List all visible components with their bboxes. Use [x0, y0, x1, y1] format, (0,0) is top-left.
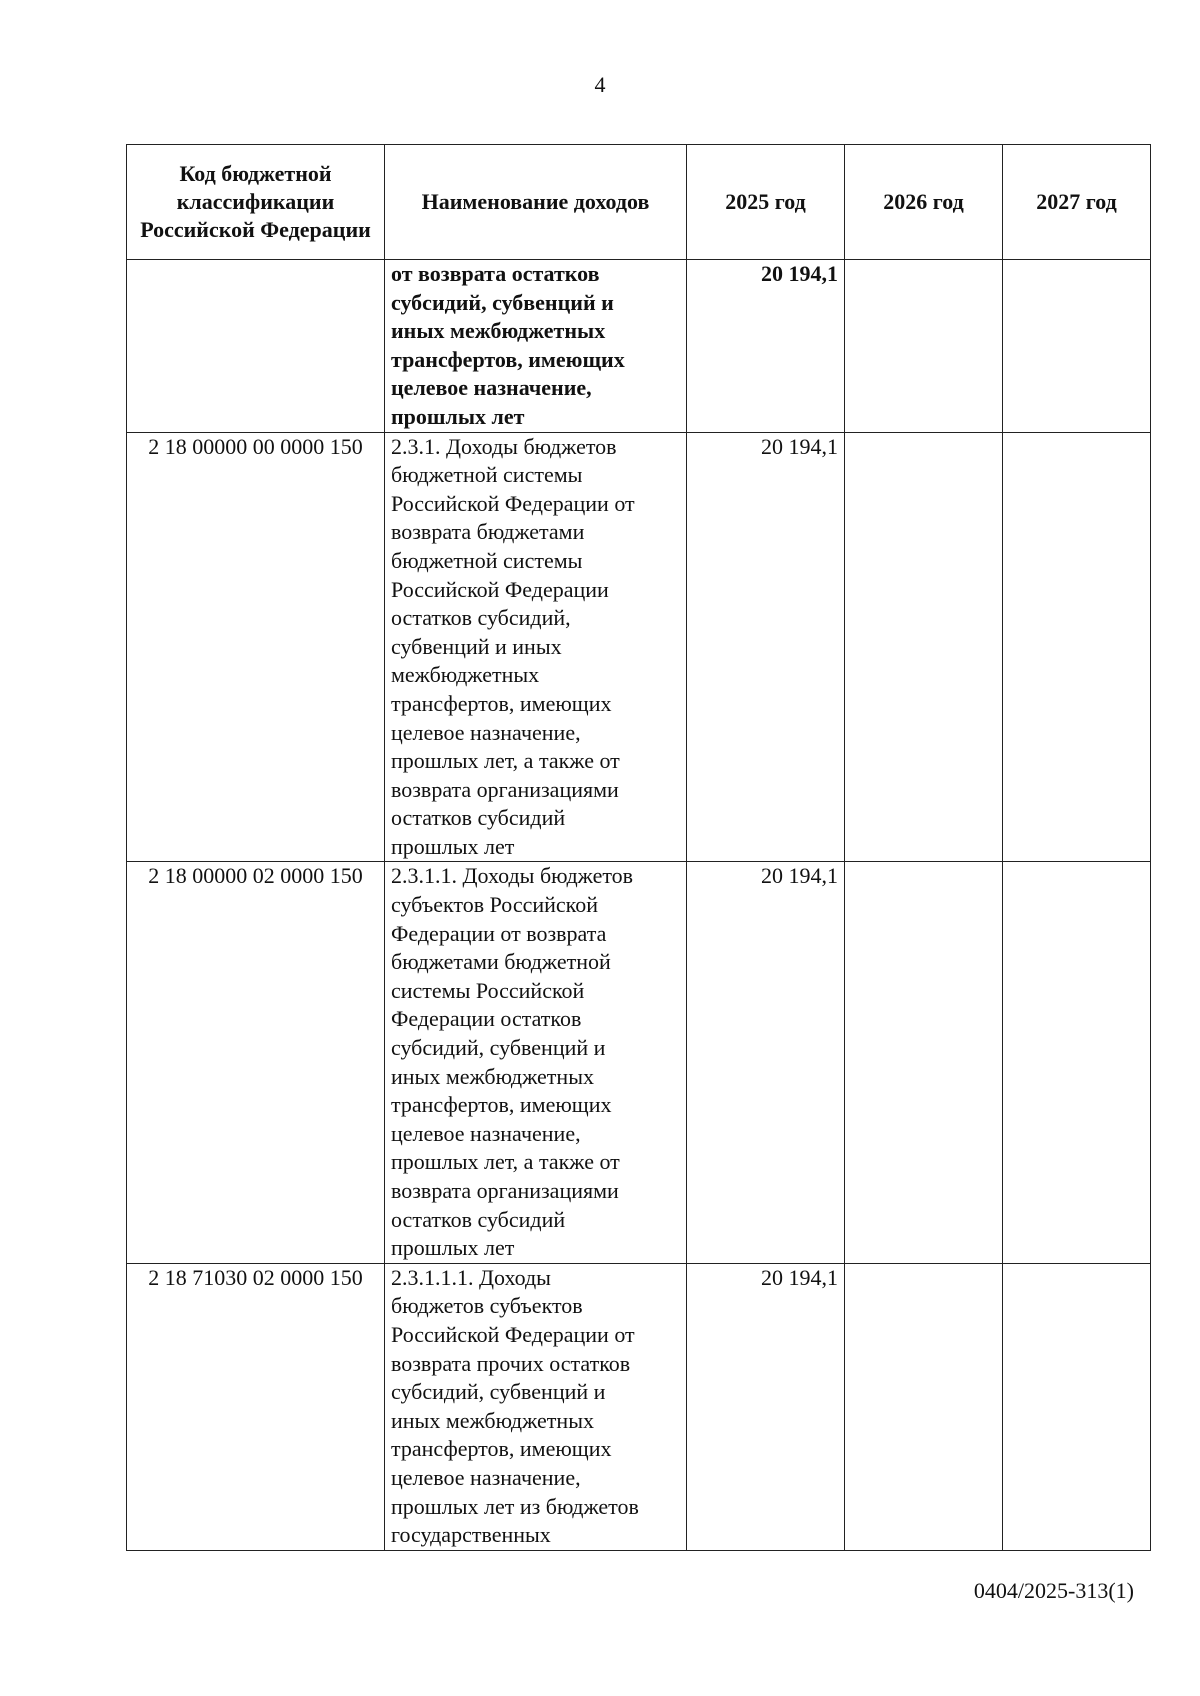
table-row — [127, 260, 1151, 433]
revenue-name-line: субсидий, субвенций и — [391, 1379, 606, 1405]
revenue-name-line: субъектов Российской — [391, 892, 599, 918]
revenue-name-line: межбюджетных — [391, 662, 540, 688]
amount-2025-cell: 20 194,1 — [687, 1263, 845, 1550]
revenue-name-line: субвенций и иных — [391, 633, 562, 659]
revenue-name-line: трансфертов, имеющих — [391, 346, 625, 372]
revenue-name-line: бюджетов субъектов — [391, 1293, 583, 1319]
revenue-name-line: целевое назначение, — [391, 1464, 581, 1490]
page-number: 4 — [594, 72, 606, 97]
amount-2027-cell — [1003, 1263, 1151, 1550]
revenue-name-line: прошлых лет, а также от — [391, 748, 620, 774]
revenue-name-line: от возврата остатков — [391, 261, 600, 286]
revenue-name-line: бюджетной системы — [391, 547, 583, 573]
revenue-name-line: Российской Федерации от — [391, 490, 635, 516]
header-code: Код бюджетной классификации Российской Федерации — [127, 145, 385, 260]
amount-2025-cell: 20 194,1 — [687, 432, 845, 862]
revenue-name-line: остатков субсидий — [391, 805, 566, 831]
revenue-name-line: бюджетной системы — [391, 462, 583, 488]
revenue-name-cell — [385, 260, 687, 433]
revenue-name-line: трансфертов, имеющих — [391, 690, 612, 716]
revenue-name-line: возврата бюджетами — [391, 519, 585, 545]
budget-code-cell — [127, 260, 385, 433]
amount-2027-cell — [1003, 432, 1151, 862]
revenue-name-line: государственных — [391, 1522, 551, 1548]
table-row — [127, 1263, 1151, 1550]
revenue-name-line: возврата организациями — [391, 1178, 619, 1203]
revenue-name-line: прошлых лет, а также от — [391, 1149, 620, 1175]
revenue-name-line: иных межбюджетных — [391, 318, 606, 344]
revenue-name-line: Федерации остатков — [391, 1006, 582, 1032]
revenue-name-line: иных межбюджетных — [391, 1407, 594, 1433]
amount-2026-cell — [845, 260, 1003, 433]
header-name: Наименование доходов — [385, 145, 687, 260]
amount-2025-cell: 20 194,1 — [687, 260, 845, 433]
revenue-name-line: целевое назначение, — [391, 719, 581, 745]
header-2027: 2027 год — [1003, 145, 1151, 260]
revenue-name-line: трансфертов, имеющих — [391, 1092, 612, 1118]
table-row — [127, 432, 1151, 862]
table-body — [127, 260, 1151, 1551]
revenue-name-cell — [385, 432, 687, 862]
revenue-name-cell — [385, 1263, 687, 1550]
revenue-name-line: возврата организациями — [391, 776, 619, 802]
revenue-name-line: Российской Федерации от — [391, 1321, 635, 1347]
revenue-name-line: прошлых лет — [391, 403, 525, 429]
revenue-name-line: остатков субсидий — [391, 1206, 566, 1232]
amount-2026-cell — [845, 432, 1003, 862]
amount-2026-cell — [845, 862, 1003, 1263]
revenue-name-line: Федерации от возврата — [391, 920, 607, 946]
revenue-name-line: целевое назначение, — [391, 375, 592, 401]
revenue-name-line: субсидий, субвенций и — [391, 1035, 606, 1061]
revenue-table — [126, 144, 1151, 1551]
amount-2025-cell: 20 194,1 — [687, 862, 845, 1263]
revenue-name-line: субсидий, субвенций и — [391, 289, 614, 315]
revenue-name-line: прошлых лет — [391, 1235, 515, 1261]
revenue-name-line: остатков субсидий, — [391, 605, 571, 631]
budget-code-cell: 2 18 00000 00 0000 150 — [127, 432, 385, 862]
budget-code-cell: 2 18 71030 02 0000 150 — [127, 1263, 385, 1550]
document-code: 0404/2025-313(1) — [973, 1578, 1134, 1603]
revenue-name-line: возврата прочих остатков — [391, 1350, 631, 1376]
header-2026: 2026 год — [845, 145, 1003, 260]
revenue-name-line: системы Российской — [391, 977, 585, 1003]
amount-2027-cell — [1003, 260, 1151, 433]
amount-2026-cell — [845, 1263, 1003, 1550]
revenue-name-line: прошлых лет из бюджетов — [391, 1493, 639, 1519]
revenue-name-line: 2.3.1. Доходы бюджетов — [391, 433, 617, 459]
revenue-name-line: бюджетами бюджетной — [391, 949, 611, 975]
revenue-name-line: 2.3.1.1. Доходы бюджетов — [391, 863, 634, 889]
revenue-name-line: прошлых лет — [391, 833, 515, 859]
revenue-name-cell — [385, 862, 687, 1263]
table-header-row — [127, 145, 1151, 260]
revenue-name-line: целевое назначение, — [391, 1120, 581, 1146]
amount-2027-cell — [1003, 862, 1151, 1263]
budget-code-cell: 2 18 00000 02 0000 150 — [127, 862, 385, 1263]
revenue-name-line: иных межбюджетных — [391, 1063, 594, 1089]
revenue-name-line: 2.3.1.1.1. Доходы — [391, 1264, 551, 1290]
table-row — [127, 862, 1151, 1263]
revenue-name-line: Российской Федерации — [391, 576, 609, 602]
header-2025: 2025 год — [687, 145, 845, 260]
revenue-name-line: трансфертов, имеющих — [391, 1436, 612, 1462]
